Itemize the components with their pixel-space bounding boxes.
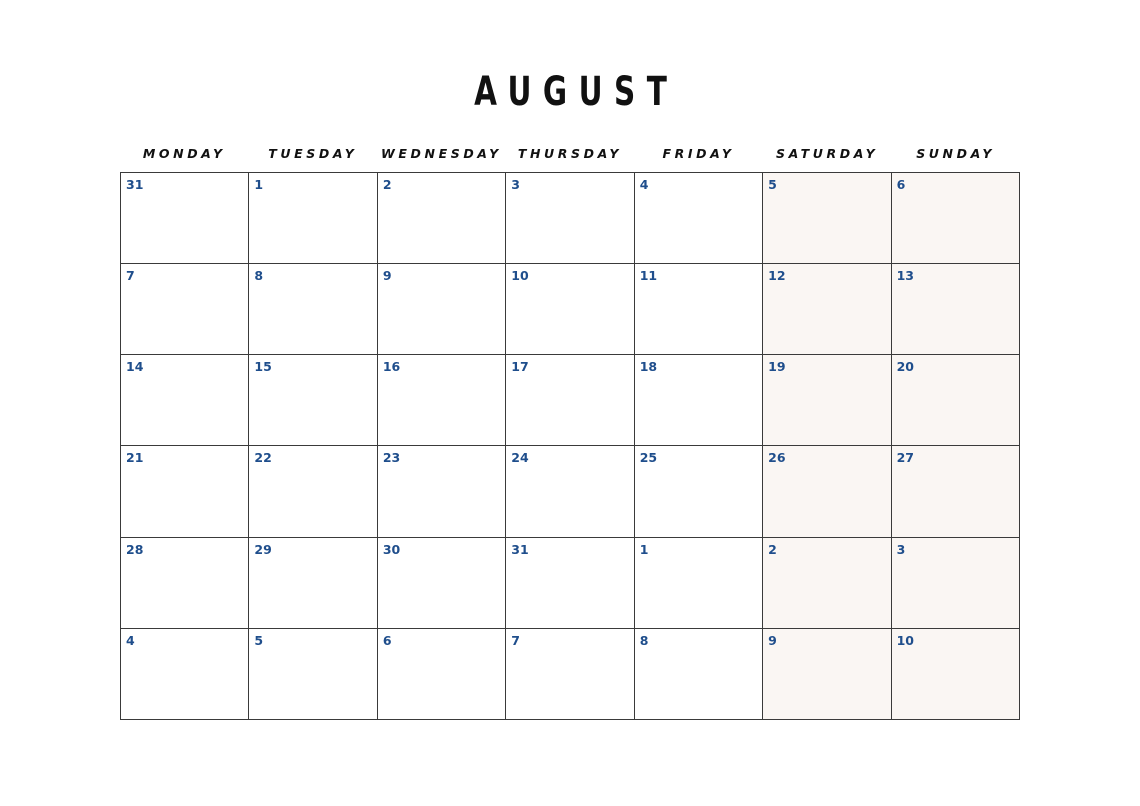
- day-number: 16: [382, 359, 401, 375]
- day-cell: [763, 446, 891, 537]
- weekday-thursday: THURSDAY: [517, 146, 623, 161]
- day-cell: [378, 629, 506, 720]
- day-number: 6: [382, 632, 392, 648]
- day-number: 10: [896, 632, 914, 648]
- day-number: 3: [511, 177, 520, 192]
- day-cell: [635, 264, 763, 355]
- day-cell: [763, 173, 891, 264]
- day-number: 22: [254, 450, 272, 466]
- day-cell: [892, 173, 1020, 264]
- day-cell: [249, 173, 377, 264]
- day-number: 23: [382, 450, 401, 466]
- day-number: 3: [896, 541, 906, 557]
- day-number: 24: [511, 450, 529, 466]
- day-number: 15: [254, 359, 272, 375]
- day-cell: [635, 355, 763, 446]
- day-cell: [378, 446, 506, 537]
- day-number: 1: [639, 541, 649, 557]
- day-number: 9: [768, 632, 777, 648]
- day-number: 4: [639, 177, 649, 192]
- day-cell: [121, 264, 249, 355]
- weekday-friday: FRIDAY: [662, 146, 735, 161]
- day-number: 19: [768, 359, 786, 375]
- day-number: 28: [126, 541, 144, 557]
- day-cell: [249, 538, 377, 629]
- day-cell: [763, 355, 891, 446]
- weekday-tuesday: TUESDAY: [268, 146, 358, 161]
- day-cell: [892, 264, 1020, 355]
- day-number: 6: [896, 177, 906, 192]
- day-number: 5: [768, 177, 777, 192]
- day-number: 2: [768, 541, 777, 557]
- day-cell: [506, 446, 634, 537]
- day-number: 20: [896, 359, 914, 375]
- day-cell: [121, 538, 249, 629]
- day-cell: [763, 538, 891, 629]
- day-cell: [892, 629, 1020, 720]
- day-number: 5: [254, 632, 264, 648]
- day-cell: [121, 355, 249, 446]
- day-number: 21: [126, 450, 144, 466]
- day-cell: [635, 629, 763, 720]
- day-cell: [506, 538, 634, 629]
- day-number: 25: [639, 450, 658, 466]
- day-cell: [378, 264, 506, 355]
- day-number: 31: [126, 177, 144, 192]
- day-cell: [121, 629, 249, 720]
- day-cell: [635, 538, 763, 629]
- day-number: 9: [382, 268, 392, 284]
- day-cell: [249, 446, 377, 537]
- day-number: 10: [511, 268, 529, 284]
- day-cell: [506, 355, 634, 446]
- day-number: 12: [768, 268, 786, 284]
- day-cell: [378, 355, 506, 446]
- day-number: 1: [254, 177, 264, 192]
- day-cell: [249, 629, 377, 720]
- weekday-saturday: SATURDAY: [775, 146, 879, 161]
- day-number: 17: [511, 359, 529, 375]
- day-number: 11: [639, 268, 658, 284]
- day-number: 26: [768, 450, 786, 466]
- day-number: 14: [126, 359, 144, 375]
- day-cell: [763, 264, 891, 355]
- day-cell: [506, 173, 634, 264]
- day-cell: [121, 173, 249, 264]
- day-number: 2: [382, 177, 392, 192]
- day-cell: [506, 264, 634, 355]
- day-number: 7: [511, 632, 520, 648]
- day-cell: [249, 355, 377, 446]
- day-number: 4: [126, 632, 135, 648]
- day-number: 27: [896, 450, 914, 466]
- day-number: 29: [254, 541, 272, 557]
- day-number: 31: [511, 541, 529, 557]
- day-cell: [249, 264, 377, 355]
- day-cell: [635, 446, 763, 537]
- day-number: 8: [639, 632, 649, 648]
- day-cell: [763, 629, 891, 720]
- day-cell: [506, 629, 634, 720]
- day-cell: [892, 355, 1020, 446]
- day-cell: [635, 173, 763, 264]
- day-number: 13: [896, 268, 914, 284]
- day-number: 7: [126, 268, 135, 284]
- weekday-wednesday: WEDNESDAY: [381, 146, 502, 161]
- day-number: 30: [382, 541, 401, 557]
- weekday-header-row: [120, 144, 1020, 164]
- day-cell: [378, 173, 506, 264]
- day-number: 18: [639, 359, 658, 375]
- day-cell: [892, 538, 1020, 629]
- day-number: 8: [254, 268, 264, 284]
- day-cell: [892, 446, 1020, 537]
- weekday-monday: MONDAY: [142, 146, 226, 161]
- month-title: AUGUST: [474, 69, 679, 115]
- calendar-grid: [120, 172, 1020, 720]
- weekday-sunday: SUNDAY: [916, 146, 996, 161]
- day-cell: [121, 446, 249, 537]
- day-cell: [378, 538, 506, 629]
